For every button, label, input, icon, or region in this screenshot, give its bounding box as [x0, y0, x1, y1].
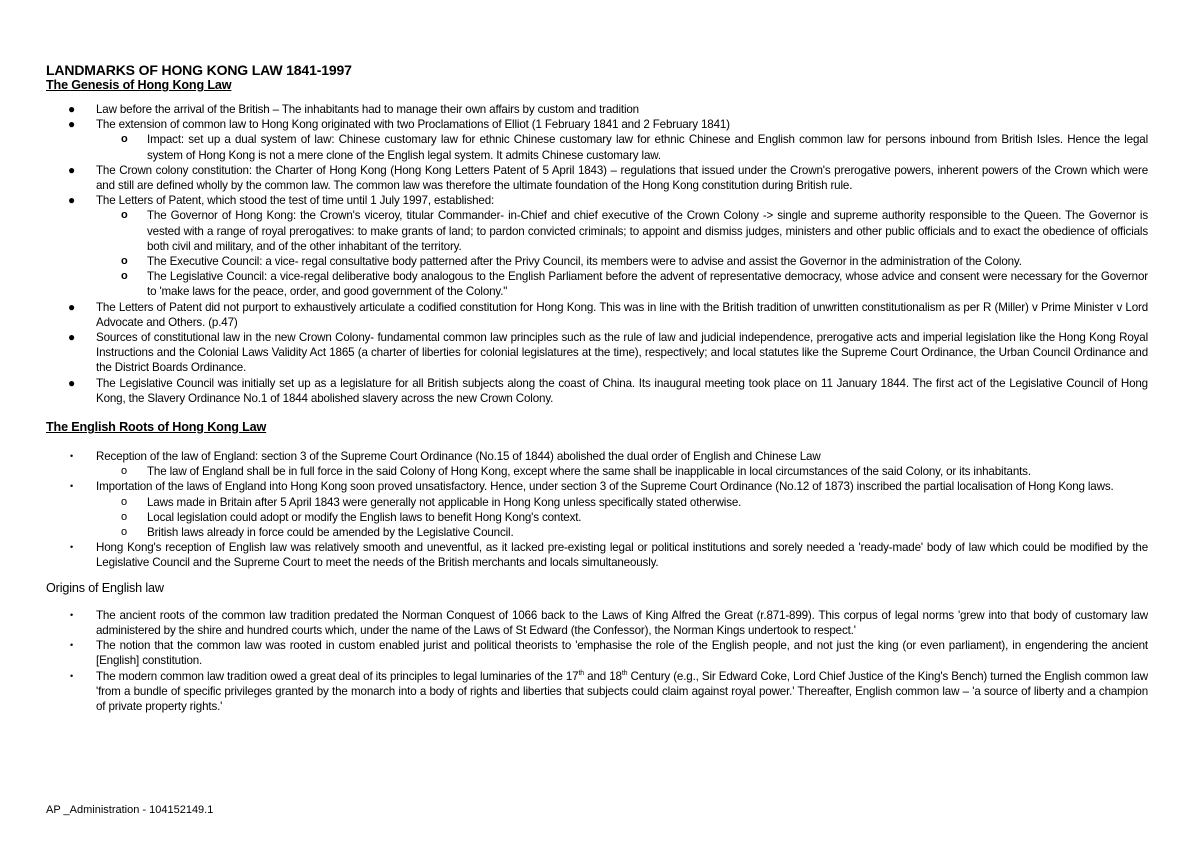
list-item: • The notion that the common law was rooted in custom enabled jurist and political theorists to 'emphasise the role of the English people, and not just the king (or even parliament), in engendering the ancient [English] constitution.	[70, 639, 1148, 668]
circle-bullet-icon: o	[121, 209, 128, 222]
list-item: ● Law before the arrival of the British – The inhabitants had to manage their own affairs by custom and tradition	[68, 102, 639, 116]
section1-list	[46, 102, 1148, 406]
bullet-icon: •	[70, 640, 74, 651]
list-item: ● Sources of constitutional law in the new Crown Colony- fundamental common law principles such as the rule of law and judicial independence, prerogative acts and imperial legislation like the Hong Kong Royal Instructions and the Colonial Laws Validity Act 1865 (a charter of liberties for colonial legislatures at the time), respectively; and local statutes like the Supreme Court Ordinance, the Urban Council Ordinance and the District Boards Ordinance.	[68, 330, 1148, 375]
sub-list-item: o The law of England shall be in full force in the said Colony of Hong Kong, except where the same shall be inapplicable in local circumstances of the said Colony, or its inhabitants.	[121, 465, 1031, 479]
circle-bullet-icon: o	[121, 465, 127, 478]
bullet-icon: ●	[68, 330, 76, 345]
section-heading-genesis: The Genesis of Hong Kong Law	[46, 78, 232, 92]
sub-list	[96, 208, 1148, 299]
list-item: ● The extension of common law to Hong Kong originated with two Proclamations of Elliot (1 February 1841 and 2 February 1841) o Impact: set up a dual system of law: Chinese customary law for ethnic Chinese customary law for ethnic Chinese and English common law for persons inbound from British Isles. Hence the legal system of Hong Kong is not a mere clone of the English legal system. It admits Chinese customary law.	[46, 117, 1148, 163]
circle-bullet-icon: o	[121, 510, 127, 523]
list-item: ● The Letters of Patent, which stood the test of time until 1 July 1997, established: o The Governor of Hong Kong: the Crown's viceroy, titular Commander- in-Chief and chief executive of the Crown Colony -> single and supreme authority responsible to the Queen. The Governor is vested with a range of royal prerogatives: to make grants of land; to pardon convicted criminals; to appoint and dismiss judges, ministers and other public officials and to exact the obedience of officials both civil and military, and of the other inhabitant of the territory. o The Executive Council: a vice- regal consultative body patterned after the Privy Council, its members were to advise and assist the Governor in the administration of the Colony. o The Legislative Council: a vice-regal deliberative body analogous to the English Parliament before the advent of representative democracy, whose advice and consent were necessary for the Governor to 'make laws for the peace, order, and good government of the Colony."	[46, 193, 1148, 299]
list-item: • Hong Kong's reception of English law was relatively smooth and uneventful, as it lacked pre-existing legal or political institutions and sorely needed a 'ready-made' body of law which could be modified by the Legislative Council and the Supreme Court to meet the needs of the British merchants and locals simultaneously.	[70, 541, 1148, 570]
list-item: ● The Letters of Patent did not purport to exhaustively articulate a codified constitution for Hong Kong. This was in line with the British tradition of unwritten constitutionalism as per R (Miller) v Prime Minister v Lord Advocate and Others. (p.47)	[68, 299, 1148, 329]
document-footer: AP _Administration - 104152149.1	[46, 804, 214, 816]
list-item: • Importation of the laws of England into Hong Kong soon proved unsatisfactory. Hence, under section 3 of the Supreme Court Ordinance (No.12 of 1873) inscribed the partial localisation of Hong Kong laws. o Laws made in Britain after 5 April 1843 were generally not applicable in Hong Kong unless specifically stated otherwise. o Local legislation could adopt or modify the English laws to benefit Hong Kong's context. o British laws already in force could be amended by the Legislative Council.	[46, 479, 1148, 540]
circle-bullet-icon: o	[121, 255, 128, 268]
circle-bullet-icon: o	[121, 495, 127, 508]
document-title: LANDMARKS OF HONG KONG LAW 1841-1997	[46, 62, 352, 78]
section3-list	[46, 608, 1148, 714]
section2-list	[46, 449, 1148, 571]
sub-list	[96, 132, 1148, 162]
sub-list-item: o The Legislative Council: a vice-regal deliberative body analogous to the English Parliament before the advent of representative democracy, whose advice and consent were necessary for the Governor to 'make laws for the peace, order, and good government of the Colony."	[121, 270, 1148, 299]
list-item: • The modern common law tradition owed a great deal of its principles to legal luminaries of the 17th and 18th Century (e.g., Sir Edward Coke, Lord Chief Justice of the King's Bench) turned the English common law 'from a bundle of specific privileges granted by the monarch into a body of rights and liberties that subjects could claim against royal power.' Thereafter, English common law – 'a source of liberty and a champion of private property rights.'	[70, 669, 1148, 713]
sub-list-item: o The Governor of Hong Kong: the Crown's viceroy, titular Commander- in-Chief and chief executive of the Crown Colony -> single and supreme authority responsible to the Queen. The Governor is vested with a range of royal prerogatives: to make grants of land; to pardon convicted criminals; to appoint and dismiss judges, ministers and other public officials and to exact the obedience of officials both civil and military, and of the other inhabitant of the territory.	[121, 209, 1148, 253]
section-heading-english-roots: The English Roots of Hong Kong Law	[46, 420, 267, 435]
list-item: ● The Crown colony constitution: the Charter of Hong Kong (Hong Kong Letters Patent of 5 April 1843) – regulations that issued under the Crown's prerogative powers, inherent powers of the Crown which were and still are defined wholly by the common law. The common law was therefore the ultimate foundation of the Hong Kong constitution during British rule.	[68, 162, 1148, 193]
sub-list-item: o Local legislation could adopt or modify the English laws to benefit Hong Kong's context.	[121, 510, 582, 524]
document-page	[46, 62, 1148, 714]
sub-list-item: o Laws made in Britain after 5 April 1843 were generally not applicable in Hong Kong unless specifically stated otherwise.	[121, 495, 742, 509]
bullet-icon: ●	[68, 117, 76, 132]
circle-bullet-icon: o	[121, 526, 127, 539]
bullet-icon: ●	[68, 193, 76, 208]
sub-list-item: o The Executive Council: a vice- regal consultative body patterned after the Privy Council, its members were to advise and assist the Governor in the administration of the Colony.	[121, 255, 1022, 269]
bullet-icon: •	[70, 670, 74, 681]
section-heading-origins: Origins of English law	[46, 580, 164, 595]
sub-list-item: o Impact: set up a dual system of law: Chinese customary law for ethnic Chinese customary law for ethnic Chinese and English common law for persons inbound from British Isles. Hence the legal system of Hong Kong is not a mere clone of the English legal system. It admits Chinese customary law.	[121, 133, 1148, 162]
bullet-icon: ●	[68, 102, 76, 116]
sub-list-item: o British laws already in force could be amended by the Legislative Council.	[121, 526, 514, 540]
sub-list	[96, 495, 1148, 541]
bullet-icon: ●	[68, 375, 76, 390]
list-item: • Reception of the law of England: section 3 of the Supreme Court Ordinance (No.15 of 1844) abolished the dual order of English and Chinese Law o The law of England shall be in full force in the said Colony of Hong Kong, except where the same shall be inapplicable in local circumstances of the said Colony, or its inhabitants.	[46, 449, 1148, 479]
bullet-icon: •	[70, 609, 74, 620]
bullet-icon: ●	[68, 299, 76, 314]
circle-bullet-icon: o	[121, 133, 128, 146]
circle-bullet-icon: o	[121, 270, 128, 283]
bullet-icon: •	[70, 481, 74, 492]
list-item: • The ancient roots of the common law tradition predated the Norman Conquest of 1066 back to the Laws of King Alfred the Great (r.871-899). This corpus of legal norms 'grew into that body of customary law administered by the shire and hundred courts which, under the name of the Laws of St Edward (the Confessor), the Norman Kings undertook to respect.'	[70, 608, 1148, 637]
bullet-icon: ●	[68, 162, 76, 177]
bullet-icon: •	[70, 451, 74, 462]
bullet-icon: •	[70, 542, 74, 553]
sub-list	[96, 464, 1148, 479]
list-item: ● The Legislative Council was initially set up as a legislature for all British subjects along the coast of China. Its inaugural meeting took place on 11 January 1844. The first act of the Legislative Council of Hong Kong, the Slavery Ordinance No.1 of 1844 abolished slavery across the new Crown Colony.	[68, 375, 1148, 405]
